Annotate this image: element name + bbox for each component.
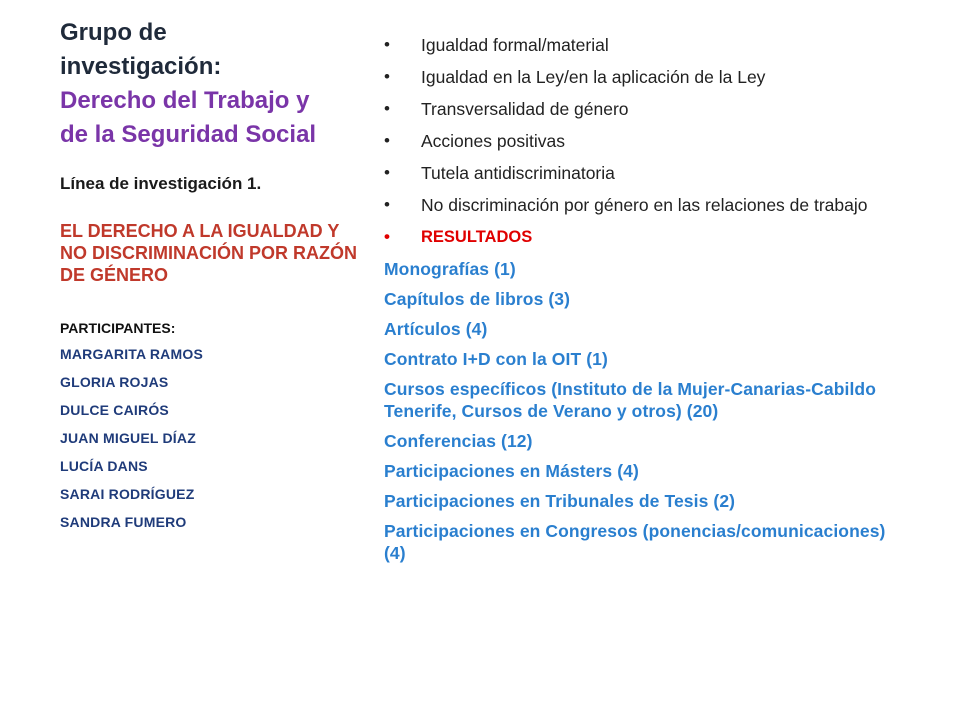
title-line-2: investigación: (60, 53, 222, 80)
topic-bullet (384, 194, 904, 216)
result-item: Conferencias (12) (384, 431, 533, 451)
topic-text: Igualdad en la Ley/en la aplicación de la Ley (421, 67, 766, 87)
result-item: Monografías (1) (384, 259, 516, 279)
left-column (60, 16, 360, 532)
participant-item: SANDRA FUMERO (60, 514, 187, 530)
topic-bullet (384, 162, 904, 184)
topics-list (384, 34, 904, 248)
participants-heading: PARTICIPANTES: (60, 320, 176, 336)
group-title (60, 16, 360, 152)
bullet-icon: • (384, 163, 390, 182)
result-item: Cursos específicos (Instituto de la Mujer-Canarias-Cabildo Tenerife, Cursos de Verano y otros) (20) (384, 379, 877, 421)
bullet-icon: • (384, 99, 390, 118)
result-item: Participaciones en Congresos (ponencias/comunicaciones) (4) (384, 521, 886, 563)
bullet-icon: • (384, 67, 390, 86)
participant-item: MARGARITA RAMOS (60, 346, 203, 362)
subtitle-line-1: Derecho del Trabajo y (60, 87, 310, 114)
participant-item: LUCÍA DANS (60, 458, 148, 474)
subtitle-line-2: de la Seguridad Social (60, 121, 317, 148)
bullet-icon: • (384, 195, 390, 214)
right-column (384, 34, 904, 572)
participant-item: JUAN MIGUEL DÍAZ (60, 430, 196, 446)
bullet-icon: • (384, 35, 390, 54)
research-topic: EL DERECHO A LA IGUALDAD Y NO DISCRIMINACIÓN POR RAZÓN DE GÉNERO (60, 221, 357, 285)
topic-bullet (384, 34, 904, 56)
topic-text: Transversalidad de género (421, 99, 629, 119)
participant-item: GLORIA ROJAS (60, 374, 169, 390)
results-list (384, 258, 904, 564)
research-line-label: Línea de investigación 1. (60, 174, 262, 193)
bullet-icon: • (384, 227, 390, 246)
participant-item: DULCE CAIRÓS (60, 402, 169, 418)
result-item: Capítulos de libros (3) (384, 289, 571, 309)
participants-list (60, 344, 360, 532)
title-line-1: Grupo de (60, 19, 167, 46)
topic-bullet (384, 130, 904, 152)
topic-text: Acciones positivas (421, 131, 565, 151)
results-label: RESULTADOS (421, 228, 533, 246)
topic-bullet (384, 66, 904, 88)
topic-text: No discriminación por género en las relaciones de trabajo (421, 195, 868, 215)
result-item: Participaciones en Másters (4) (384, 461, 639, 481)
topic-text: Tutela antidiscriminatoria (421, 163, 615, 183)
result-item: Participaciones en Tribunales de Tesis (2) (384, 491, 736, 511)
bullet-icon: • (384, 131, 390, 150)
result-item: Artículos (4) (384, 319, 488, 339)
topic-text: Igualdad formal/material (421, 35, 609, 55)
participant-item: SARAI RODRÍGUEZ (60, 486, 195, 502)
results-heading (384, 226, 904, 248)
result-item: Contrato I+D con la OIT (1) (384, 349, 608, 369)
topic-bullet (384, 98, 904, 120)
